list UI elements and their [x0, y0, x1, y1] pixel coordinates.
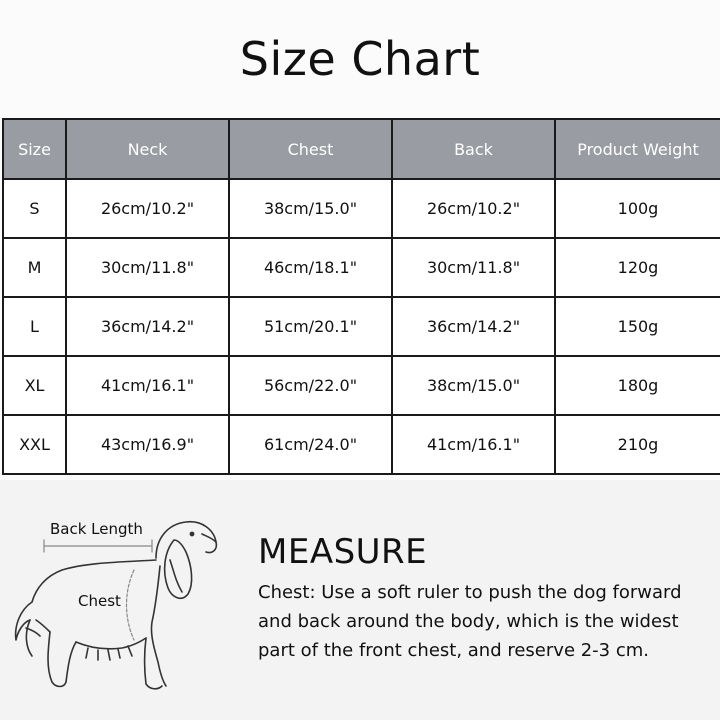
cell-size: S [3, 179, 66, 238]
table-row [3, 297, 720, 356]
cell-chest: 51cm/20.1" [229, 297, 392, 356]
cell-size: XL [3, 356, 66, 415]
measure-heading: MEASURE [258, 532, 428, 572]
cell-neck: 36cm/14.2" [66, 297, 229, 356]
header-back: Back [392, 119, 555, 179]
cell-chest: 46cm/18.1" [229, 238, 392, 297]
table-row [3, 415, 720, 474]
table-row [3, 179, 720, 238]
cell-weight: 210g [555, 415, 720, 474]
header-product-weight: Product Weight [555, 119, 720, 179]
cell-chest: 38cm/15.0" [229, 179, 392, 238]
table-header-row [3, 119, 720, 179]
cell-size: L [3, 297, 66, 356]
cell-back: 38cm/15.0" [392, 356, 555, 415]
cell-weight: 120g [555, 238, 720, 297]
table-row [3, 238, 720, 297]
size-chart-table [2, 118, 720, 475]
cell-size: XXL [3, 415, 66, 474]
cell-back: 26cm/10.2" [392, 179, 555, 238]
measure-instructions: Chest: Use a soft ruler to push the dog forward and back around the body, which is the widest part of the front chest, and reserve 2-3 cm. [258, 582, 682, 661]
table-row [3, 356, 720, 415]
cell-back: 30cm/11.8" [392, 238, 555, 297]
cell-weight: 100g [555, 179, 720, 238]
cell-neck: 43cm/16.9" [66, 415, 229, 474]
header-chest: Chest [229, 119, 392, 179]
cell-neck: 26cm/10.2" [66, 179, 229, 238]
page-title: Size Chart [239, 32, 481, 86]
cell-back: 36cm/14.2" [392, 297, 555, 356]
header-neck: Neck [66, 119, 229, 179]
cell-size: M [3, 238, 66, 297]
cell-chest: 56cm/22.0" [229, 356, 392, 415]
back-length-label: Back Length [50, 520, 143, 538]
header-size: Size [3, 119, 66, 179]
cell-chest: 61cm/24.0" [229, 415, 392, 474]
cell-weight: 180g [555, 356, 720, 415]
cell-back: 41cm/16.1" [392, 415, 555, 474]
cell-neck: 30cm/11.8" [66, 238, 229, 297]
chest-label: Chest [78, 592, 121, 610]
cell-neck: 41cm/16.1" [66, 356, 229, 415]
cell-weight: 150g [555, 297, 720, 356]
